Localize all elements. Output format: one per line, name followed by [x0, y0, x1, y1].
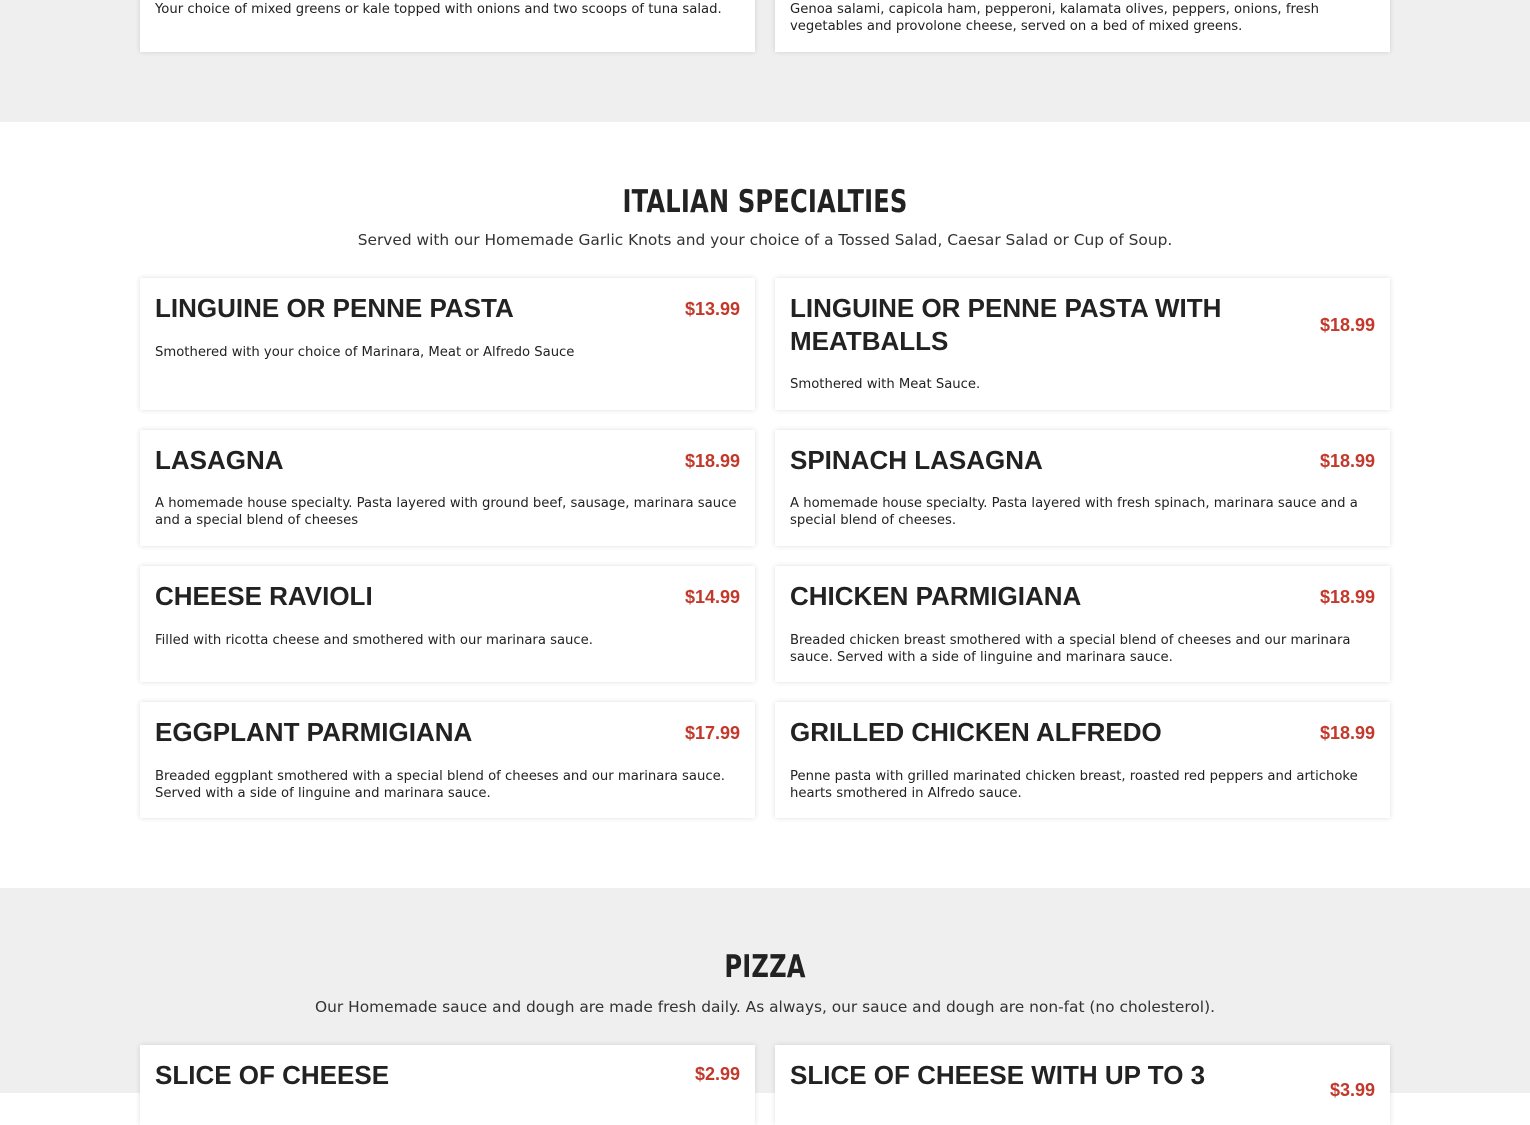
menu-item-card — [775, 430, 1390, 546]
menu-item-name: CHEESE RAVIOLI — [155, 581, 373, 611]
salads-section — [0, 0, 1530, 122]
menu-item-name: GRILLED CHICKEN ALFREDO — [790, 717, 1162, 747]
menu-item-price: $3.99 — [1329, 1080, 1375, 1100]
menu-item-description: Genoa salami, capicola ham, pepperoni, kalamata olives, peppers, onions, fresh vegetables and provolone cheese, served on a bed of mixed greens. — [790, 2, 1319, 34]
menu-item-name: SLICE OF CHEESE — [155, 1060, 390, 1090]
section-subtitle: Served with our Homemade Garlic Knots and your choice of a Tossed Salad, Caesar Salad or Cup of Soup. — [357, 231, 1173, 249]
menu-item-price: $18.99 — [1319, 315, 1375, 335]
menu-item-description: Smothered with Meat Sauce. — [790, 377, 981, 392]
menu-item-card — [775, 566, 1390, 682]
menu-item-description: A homemade house specialty. Pasta layered with fresh spinach, marinara sauce and a special blend of cheeses. — [790, 496, 1358, 528]
menu-item-description: Breaded chicken breast smothered with a special blend of cheeses and our marinara sauce. Served with a side of linguine and marinara sauce. — [790, 633, 1351, 665]
menu-item-price: $18.99 — [1319, 587, 1375, 607]
menu-item-description: Breaded eggplant smothered with a special blend of cheeses and our marinara sauce. Served with a side of linguine and marinara sauce. — [155, 769, 725, 801]
menu-item-description: Smothered with your choice of Marinara, Meat or Alfredo Sauce — [155, 345, 575, 360]
menu-item-price: $13.99 — [684, 299, 740, 319]
menu-item-description: Filled with ricotta cheese and smothered with our marinara sauce. — [155, 633, 593, 648]
section-subtitle: Our Homemade sauce and dough are made fresh daily. As always, our sauce and dough are non-fat (no cholesterol). — [315, 998, 1215, 1016]
menu-item-name: EGGPLANT PARMIGIANA — [155, 717, 473, 747]
menu-item-description: Penne pasta with grilled marinated chicken breast, roasted red peppers and artichoke hearts smothered in Alfredo sauce. — [790, 769, 1358, 801]
menu-item-price: $14.99 — [684, 587, 740, 607]
menu-item-description: Your choice of mixed greens or kale topped with onions and two scoops of tuna salad. — [155, 2, 722, 17]
section-title: PIZZA — [724, 949, 806, 985]
menu-item-name: LASAGNA — [155, 445, 284, 475]
menu-item-price: $18.99 — [1319, 451, 1375, 471]
menu-item-card — [140, 278, 755, 410]
menu-item-description: A homemade house specialty. Pasta layered with ground beef, sausage, marinara sauce and a special blend of cheeses — [155, 496, 737, 528]
menu-item-card — [775, 1045, 1390, 1125]
menu-item-name: SPINACH LASAGNA — [790, 445, 1043, 475]
menu-item-name: LINGUINE OR PENNE PASTA WITH MEATBALLS — [790, 293, 1222, 356]
menu-item-price: $2.99 — [694, 1064, 740, 1084]
menu-item-card — [140, 566, 755, 682]
section-title: ITALIAN SPECIALTIES — [622, 184, 908, 220]
menu-item-card — [775, 702, 1390, 818]
menu-item-card — [140, 1045, 755, 1125]
menu-item-name: SLICE OF CHEESE WITH UP TO 3 — [790, 1060, 1206, 1090]
menu-item-card — [140, 430, 755, 546]
menu-item-card — [140, 0, 755, 52]
pizza-section — [0, 888, 1530, 1100]
menu-item-name: CHICKEN PARMIGIANA — [790, 581, 1082, 611]
menu-item-name: LINGUINE OR PENNE PASTA — [155, 293, 514, 323]
menu-item-price: $18.99 — [1319, 723, 1375, 743]
menu-item-card — [775, 0, 1390, 52]
menu-item-price: $17.99 — [684, 723, 740, 743]
menu-item-price: $18.99 — [684, 451, 740, 471]
menu-item-card — [140, 702, 755, 818]
menu-item-card — [775, 278, 1390, 410]
italian-specialties-section — [0, 122, 1530, 888]
